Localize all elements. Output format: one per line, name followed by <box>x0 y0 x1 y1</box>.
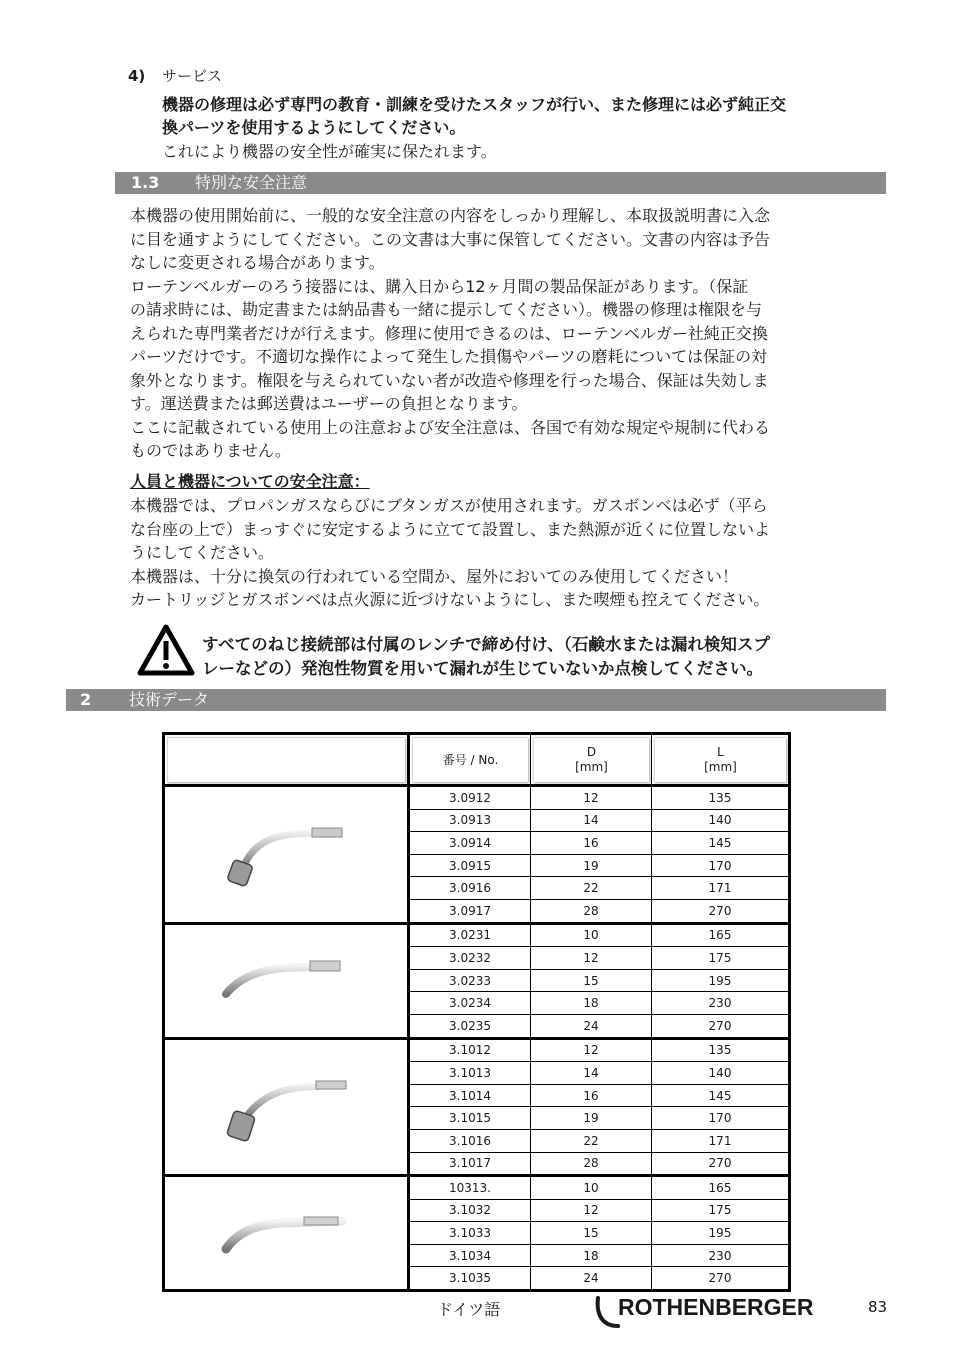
cell-d: 22 <box>531 877 652 900</box>
cell-number: 3.0234 <box>409 992 531 1015</box>
torch-nozzle-icon <box>165 818 407 891</box>
paragraph-line: に目を通すようにしてください。この文書は大事に保管してください。文書の内容は予告 <box>130 229 771 249</box>
header-l-cell <box>652 734 790 786</box>
cell-d: 16 <box>531 832 652 855</box>
cell-number: 3.0915 <box>409 854 531 877</box>
cell-l: 195 <box>652 1222 790 1245</box>
torch-nozzle-icon <box>165 1207 407 1260</box>
cell-number: 3.0912 <box>409 786 531 810</box>
cell-number: 3.1015 <box>409 1107 531 1130</box>
footer-brand: ROTHENBERGER <box>618 1294 814 1320</box>
header-l: L <box>717 745 724 759</box>
cell-number: 3.0917 <box>409 899 531 923</box>
cell-l: 175 <box>652 947 790 970</box>
paragraph-line: なしに変更される場合があります。 <box>130 253 385 272</box>
cell-d: 19 <box>531 854 652 877</box>
cell-number: 3.1016 <box>409 1129 531 1152</box>
cell-d: 28 <box>531 899 652 923</box>
warning-line: レーなどの）発泡性物質を用いて漏れが生じていないか点検してください。 <box>202 658 763 678</box>
cell-d: 12 <box>531 1199 652 1222</box>
service-number: 4) <box>128 67 146 85</box>
paragraph-line: の請求時には、勘定書または納品書も一緒に提示してください）。機器の修理は権限を与 <box>130 300 763 319</box>
cell-d: 14 <box>531 809 652 832</box>
paragraph-line: ものではありません。 <box>130 441 291 460</box>
header-no: 番号 / No. <box>442 752 499 767</box>
nozzle-image-cell <box>164 1176 409 1291</box>
tech-data-table <box>162 732 791 1292</box>
cell-l: 171 <box>652 1129 790 1152</box>
table-row <box>164 1176 790 1200</box>
cell-number: 3.1014 <box>409 1084 531 1107</box>
cell-number: 3.0913 <box>409 809 531 832</box>
cell-l: 170 <box>652 1107 790 1130</box>
cell-l: 270 <box>652 1152 790 1176</box>
safety-line: な台座の上で）まっすぐに安定するように立てて設置し、また熱源が近くに位置しないよ <box>130 519 771 539</box>
table-header-row <box>164 734 790 786</box>
cell-l: 135 <box>652 786 790 810</box>
cell-number: 3.1012 <box>409 1038 531 1062</box>
paragraph-line: す。運送費または郵送費はユーザーの負担となります。 <box>130 394 528 413</box>
header-d-unit: [mm] <box>575 760 608 774</box>
cell-d: 18 <box>531 992 652 1015</box>
cell-d: 12 <box>531 947 652 970</box>
cell-d: 12 <box>531 786 652 810</box>
cell-number: 3.0231 <box>409 923 531 947</box>
safety-line: うにしてください。 <box>130 543 275 562</box>
safety-line: カートリッジとガスボンベは点火源に近づけないようにし、また喫煙も控えてください。 <box>130 590 770 609</box>
warning-text <box>202 633 770 680</box>
cell-d: 15 <box>531 1222 652 1245</box>
header-no-cell <box>409 734 531 786</box>
nozzle-image-cell <box>164 786 409 924</box>
cell-number: 3.0916 <box>409 877 531 900</box>
footer-language: ドイツ語 <box>437 1300 501 1319</box>
service-bold-line: 機器の修理は必ず専門の教育・訓練を受けたスタッフが行い、また修理には必ず純正交 <box>162 95 787 114</box>
cell-d: 10 <box>531 1176 652 1200</box>
safety-subheading: 人員と機器についての安全注意： <box>130 472 370 491</box>
header-d: D <box>586 745 597 759</box>
warning-line: すべてのねじ接続部は付属のレンチで締め付け、（石鹸水または漏れ検知スプ <box>202 635 770 654</box>
cell-d: 12 <box>531 1038 652 1062</box>
cell-l: 145 <box>652 832 790 855</box>
cell-l: 165 <box>652 923 790 947</box>
service-title: サービス <box>162 67 223 85</box>
safety-line: 本機器は、十分に換気の行われている空間か、屋外においてのみ使用してください！ <box>130 566 739 586</box>
header-l-unit: [mm] <box>704 760 737 774</box>
cell-l: 270 <box>652 1014 790 1038</box>
cell-l: 145 <box>652 1084 790 1107</box>
cell-d: 24 <box>531 1267 652 1291</box>
cell-number: 3.1033 <box>409 1222 531 1245</box>
cell-d: 14 <box>531 1062 652 1085</box>
cell-l: 140 <box>652 1062 790 1085</box>
safety-paragraph <box>130 494 770 612</box>
cell-number: 3.1034 <box>409 1244 531 1267</box>
cell-number: 3.0235 <box>409 1014 531 1038</box>
paragraph-line: ここに記載されている使用上の注意および安全注意は、各国で有効な規定や規制に代わる <box>130 417 771 437</box>
paragraph-line: 本機器の使用開始前に、一般的な安全注意の内容をしっかり理解し、本取扱説明書に入念 <box>130 206 771 225</box>
paragraph-line: ローテンベルガーのろう接器には、購入日から12ヶ月間の製品保証があります。（保証 <box>130 276 749 296</box>
table-row <box>164 1038 790 1062</box>
cell-l: 195 <box>652 969 790 992</box>
section-heading-2 <box>66 689 886 711</box>
cell-number: 3.1017 <box>409 1152 531 1176</box>
cell-d: 19 <box>531 1107 652 1130</box>
service-bold-line: 換パーツを使用するようにしてください。 <box>162 118 466 137</box>
cell-number: 3.0914 <box>409 832 531 855</box>
header-d-cell <box>531 734 652 786</box>
paragraph-line: えられた専門業者だけが行えます。修理に使用できるのは、ローテンベルガー社純正交換 <box>130 323 768 343</box>
cell-number: 10313. <box>409 1176 531 1200</box>
section-paragraph <box>130 204 770 463</box>
cell-d: 18 <box>531 1244 652 1267</box>
safety-line: 本機器では、プロパンガスならびにブタンガスが使用されます。ガスボンベは必ず（平ら <box>130 496 768 515</box>
section-title: 技術データ <box>129 690 210 709</box>
cell-number: 3.0232 <box>409 947 531 970</box>
rothenberger-logo-icon <box>594 1296 620 1330</box>
torch-nozzle-icon <box>165 954 407 1007</box>
nozzle-image-cell <box>164 923 409 1038</box>
warning-triangle-icon <box>137 624 195 676</box>
section-number: 2 <box>80 690 92 709</box>
cell-d: 24 <box>531 1014 652 1038</box>
table-row <box>164 786 790 810</box>
cell-d: 28 <box>531 1152 652 1176</box>
footer-page-number: 83 <box>868 1298 888 1316</box>
cell-l: 135 <box>652 1038 790 1062</box>
table-row <box>164 923 790 947</box>
service-normal-line: これにより機器の安全性が確実に保たれます。 <box>162 142 497 161</box>
cell-d: 16 <box>531 1084 652 1107</box>
cell-l: 270 <box>652 899 790 923</box>
section-number: 1.3 <box>131 173 160 192</box>
cell-number: 3.1035 <box>409 1267 531 1291</box>
cell-number: 3.1032 <box>409 1199 531 1222</box>
torch-nozzle-icon <box>165 1065 407 1148</box>
cell-number: 3.0233 <box>409 969 531 992</box>
cell-l: 171 <box>652 877 790 900</box>
header-blank-cell <box>164 734 409 786</box>
cell-l: 170 <box>652 854 790 877</box>
cell-d: 15 <box>531 969 652 992</box>
cell-d: 22 <box>531 1129 652 1152</box>
paragraph-line: パーツだけです。不適切な操作によって発生した損傷やパーツの磨耗については保証の対 <box>130 347 768 366</box>
cell-l: 175 <box>652 1199 790 1222</box>
cell-number: 3.1013 <box>409 1062 531 1085</box>
section-heading-1-3 <box>115 172 886 194</box>
section-title: 特別な安全注意 <box>195 173 308 192</box>
cell-l: 230 <box>652 1244 790 1267</box>
cell-d: 10 <box>531 923 652 947</box>
cell-l: 140 <box>652 809 790 832</box>
cell-l: 165 <box>652 1176 790 1200</box>
nozzle-image-cell <box>164 1038 409 1176</box>
cell-l: 230 <box>652 992 790 1015</box>
paragraph-line: 象外となります。権限を与えられていない者が改造や修理を行った場合、保証は失効しま <box>130 370 769 390</box>
cell-l: 270 <box>652 1267 790 1291</box>
